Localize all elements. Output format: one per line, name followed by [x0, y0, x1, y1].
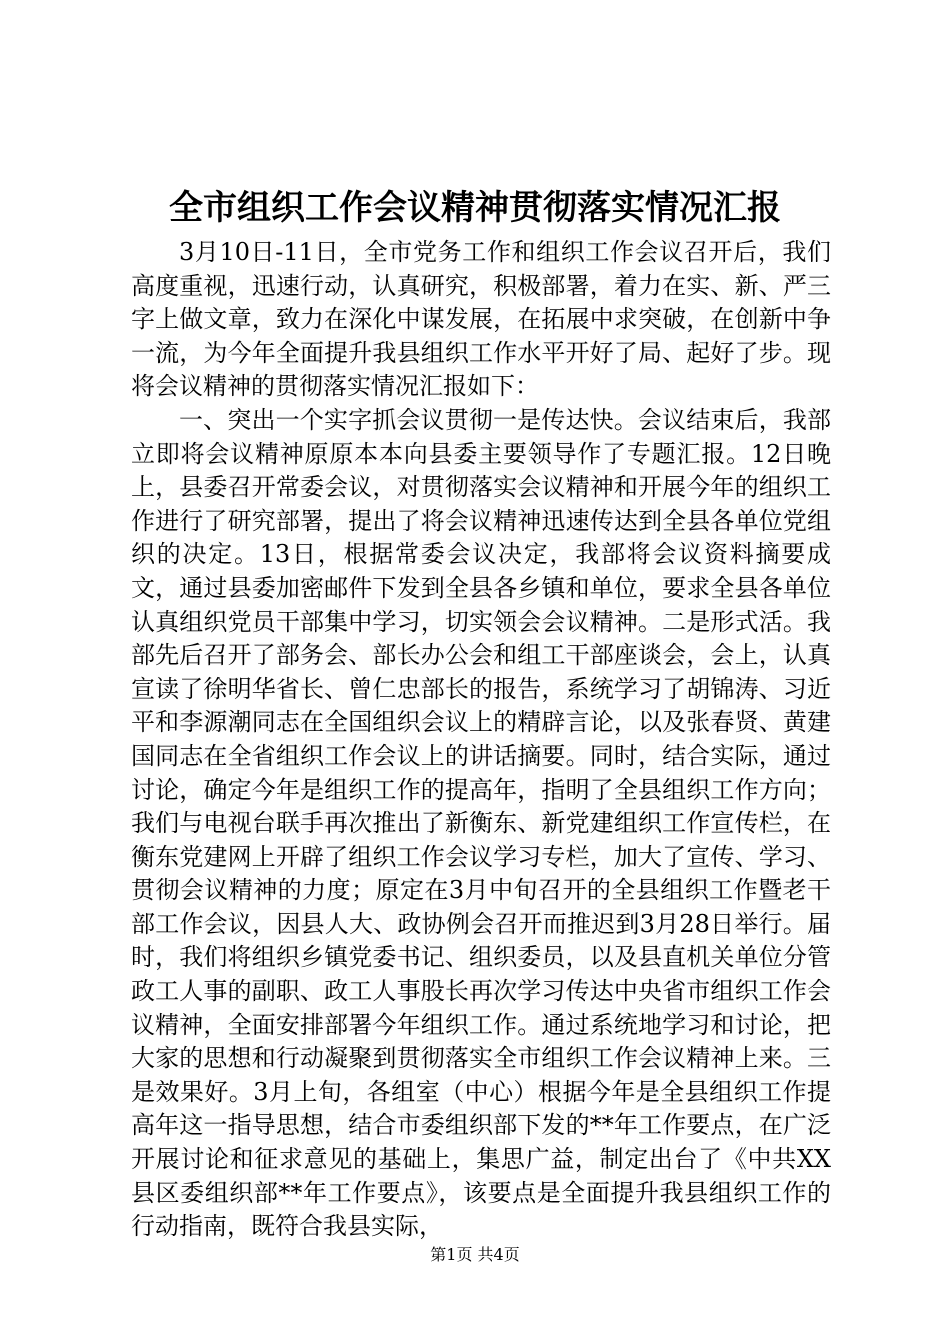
paragraph-intro: 3月10日-11日，全市党务工作和组织工作会议召开后，我们高度重视，迅速行动，认真研究，积极部署，着力在实、新、严三字上做文章，致力在深化中谋发展，在拓展中求突破，在创新中争一流，为今年全面提升我县组织工作水平开好了局、起好了步。现将会议精神的贯彻落实情况汇报如下：	[131, 238, 831, 401]
document-body	[131, 236, 831, 1244]
document-title: 全市组织工作会议精神贯彻落实情况汇报	[169, 188, 781, 228]
paragraph-section-one: 一、突出一个实字抓会议贯彻一是传达快。会议结束后，我部立即将会议精神原原本本向县委主要领导作了专题汇报。12日晚上，县委召开常委会议，对贯彻落实会议精神和开展今年的组织工作进行了研究部署，提出了将会议精神迅速传达到全县各单位党组织的决定。13日，根据常委会议决定，我部将会议资料摘要成文，通过县委加密邮件下发到全县各乡镇和单位，要求全县各单位认真组织党员干部集中学习，切实领会会议精神。二是形式活。我部先后召开了部务会、部长办公会和组工干部座谈会，会上，认真宣读了徐明华省长、曾仁忠部长的报告，系统学习了胡锦涛、习近平和李源潮同志在全国组织会议上的精辟言论，以及张春贤、黄建国同志在全省组织工作会议上的讲话摘要。同时，结合实际，通过讨论，确定今年是组织工作的提高年，指明了全县组织工作方向；我们与电视台联手再次推出了新衡东、新党建组织工作宣传栏，在衡东党建网上开辟了组织工作会议学习专栏，加大了宣传、学习、贯彻会议精神的力度；原定在3月中旬召开的全县组织工作暨老干部工作会议，因县人大、政协例会召开而推迟到3月28日举行。届时，我们将组织乡镇党委书记、组织委员，以及县直机关单位分管政工人事的副职、政工人事股长再次学习传达中央省市组织工作会议精神，全面安排部署今年组织工作。通过系统地学习和讨论，把大家的思想和行动凝聚到贯彻落实全市组织工作会议精神上来。三是效果好。3月上旬，各组室（中心）根据今年是全县组织工作提高年这一指导思想，结合市委组织部下发的**年工作要点，在广泛开展讨论和征求意见的基础上，集思广益，制定出台了《中共XX县区委组织部**年工作要点》，该要点是全面提升我县组织工作的行动指南，既符合我县实际，	[131, 405, 831, 1241]
page-number-footer: 第1页 共4页	[430, 1245, 520, 1264]
